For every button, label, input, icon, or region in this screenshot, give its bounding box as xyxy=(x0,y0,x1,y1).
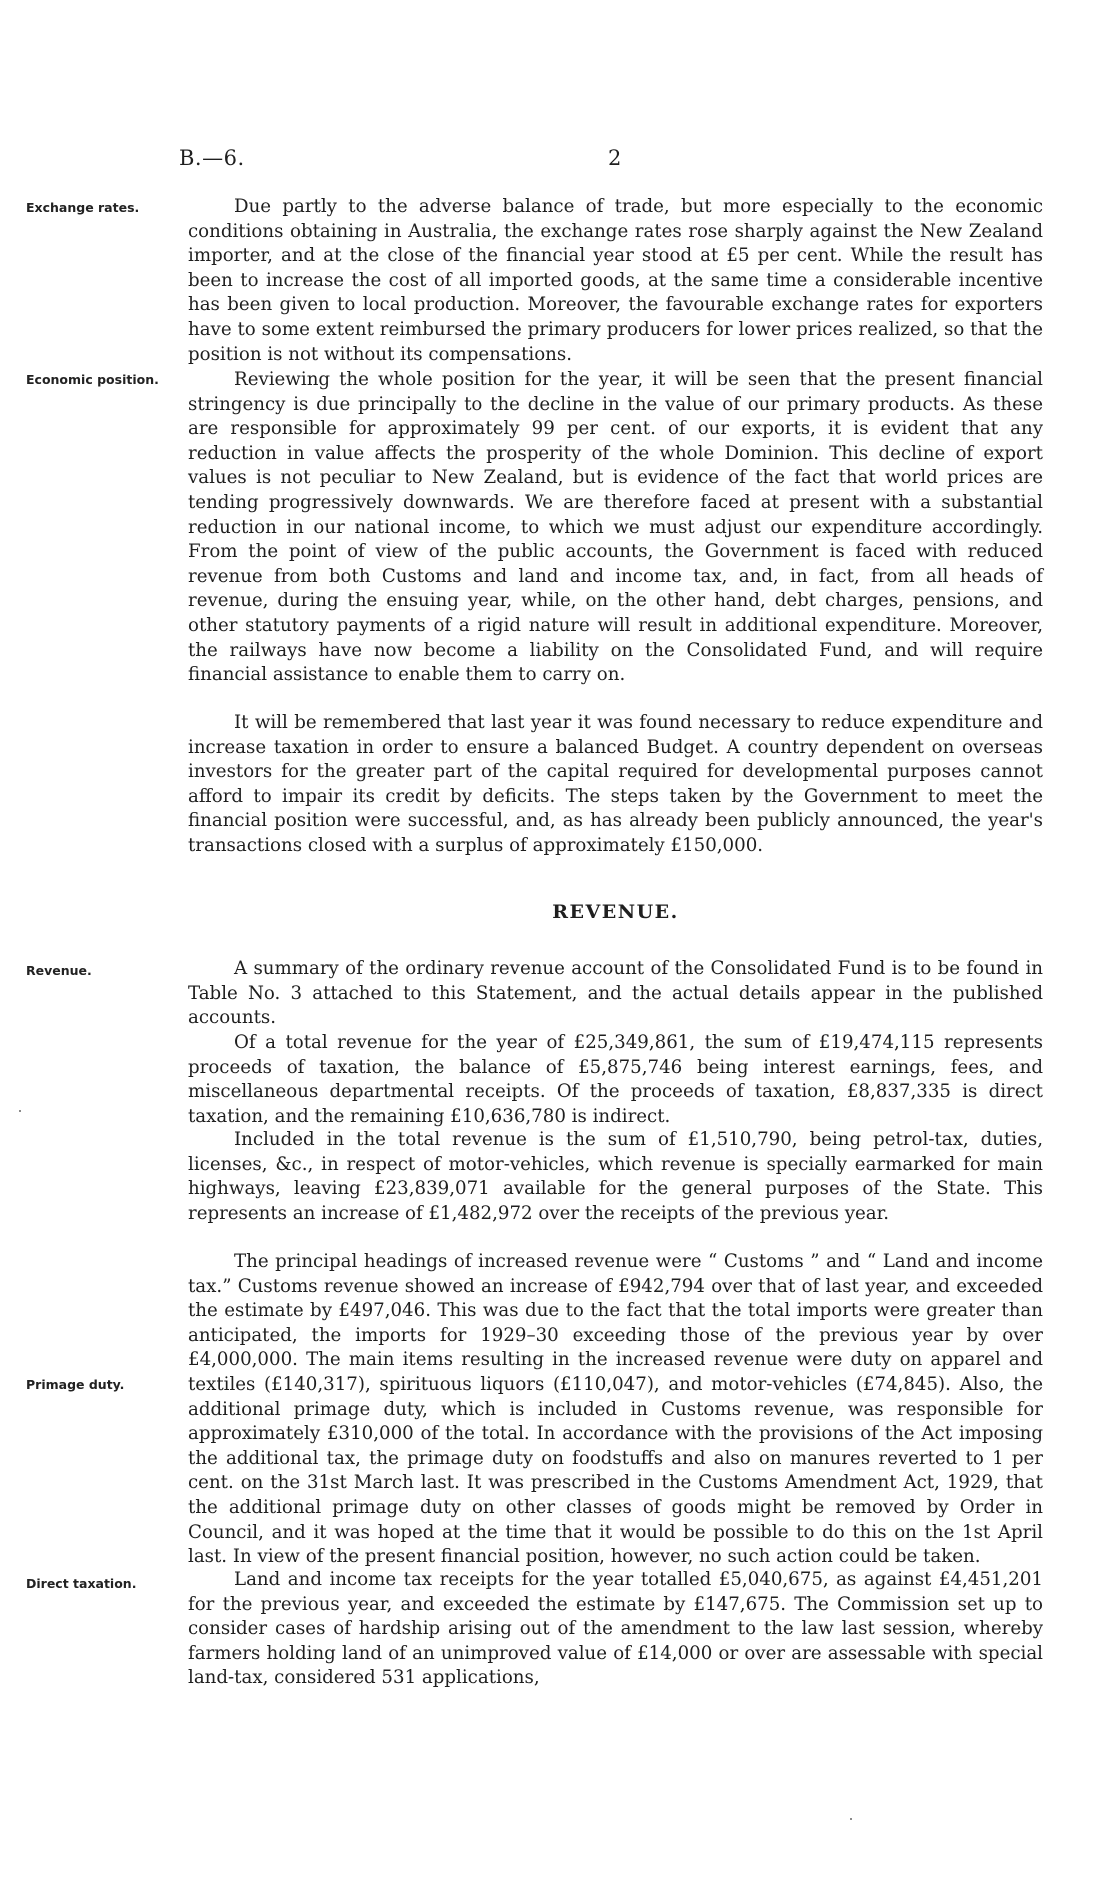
paragraph-exchange-rates: Due partly to the adverse balance of trade, but more especially to the economic conditions obtaining in Australia, the exchange rates rose sharply against the New Zealand importer, and at the close of the financial year stood at £5 per cent. While the result has been to increase the cost of all imported goods, at the same time a considerable incentive has been given to local production. Moreover, the favourable exchange rates for exporters have to some extent reimbursed the primary producers for lower prices realized, so that the position is not without its compensations. xyxy=(188,196,1043,365)
paragraph-customs-revenue: The principal headings of increased revenue were “ Customs ” and “ Land and income tax.” Customs revenue showed an increase of £942,794 over that of last year, and exceeded the estimate by £497,046. This was due to the fact that the total imports were greater than anticipated, the imports for 1929–30 exceeding those of the previous year by over £4,000,000. The main items resulting in the increased revenue were duty on apparel and textiles (£140,317), spirituous liquors (£110,047), and motor-vehicles (£74,845). Also, the additional primage duty, which is included in Customs revenue, was responsible for approximately £310,000 of the total. In accordance with the provisions of the Act imposing the additional tax, the primage duty on foodstuffs and also on manures reverted to 1 per cent. on the 31st March last. It was prescribed in the Customs Amendment Act, 1929, that the additional primage duty on other classes of goods might be removed by Order in Council, and it was hoped at the time that it would be possible to do this on the 1st April last. In view of the present financial position, however, no such action could be taken. xyxy=(188,1251,1043,1568)
paragraph-balanced-budget: It will be remembered that last year it was found necessary to reduce expenditure and increase taxation in order to ensure a balanced Budget. A country dependent on overseas investors for the greater part of the capital required for developmental purposes cannot afford to impair its credit by deficits. The steps taken by the Government to meet the financial position were successful, and, as has already been publicly announced, the year's transactions closed with a surplus of approximately £150,000. xyxy=(188,712,1043,856)
margin-note-exchange-rates: Exchange rates. xyxy=(26,200,140,215)
report-reference: B.—6. xyxy=(179,146,245,170)
paragraph-total-revenue: Of a total revenue for the year of £25,349,861, the sum of £19,474,115 represents proceeds of taxation, the balance of £5,875,746 being interest earnings, fees, and miscellaneous departmental receipts. Of the proceeds of taxation, £8,837,335 is direct taxation, and the remaining £10,636,780 is indirect. xyxy=(188,1032,1043,1127)
section-heading-revenue: REVENUE. xyxy=(552,901,679,923)
speck-mark xyxy=(850,1818,852,1820)
paragraph-motor-vehicles: Included in the total revenue is the sum of £1,510,790, being petrol-tax, duties, licenses, &c., in respect of motor-vehicles, which revenue is specially earmarked for main highways, leaving £23,839,071 available for the general purposes of the State. This represents an increase of £1,482,972 over the receipts of the previous year. xyxy=(188,1129,1043,1224)
paragraph-direct-taxation: Land and income tax receipts for the year totalled £5,040,675, as against £4,451,201 for the previous year, and exceeded the estimate by £147,675. The Commission set up to consider cases of hardship arising out of the amendment to the law last session, whereby farmers holding land of an unimproved value of £14,000 or over are assessable with special land-tax, considered 531 applications, xyxy=(188,1569,1043,1689)
margin-note-economic-position: Economic position. xyxy=(26,372,159,387)
margin-note-direct-taxation: Direct taxation. xyxy=(26,1576,137,1591)
paragraph-economic-position: Reviewing the whole position for the year, it will be seen that the present financial stringency is due principally to the decline in the value of our primary products. As these are responsible for approximately 99 per cent. of our exports, it is evident that any reduction in value affects the prosperity of the whole Dominion. This decline of export values is not peculiar to New Zealand, but is evidence of the fact that world prices are tending progressively downwards. We are therefore faced at present with a substantial reduction in our national income, to which we must adjust our expenditure accordingly. From the point of view of the public accounts, the Government is faced with reduced revenue from both Customs and land and income tax, and, in fact, from all heads of revenue, during the ensuing year, while, on the other hand, debt charges, pensions, and other statutory payments of a rigid nature will result in additional expenditure. Moreover, the railways have now become a liability on the Consolidated Fund, and will require financial assistance to enable them to carry on. xyxy=(188,369,1043,686)
page-number: 2 xyxy=(608,146,622,170)
margin-note-revenue: Revenue. xyxy=(26,963,92,978)
margin-note-primage-duty: Primage duty. xyxy=(26,1377,125,1392)
paragraph-revenue-summary: A summary of the ordinary revenue account of the Consolidated Fund is to be found in Table No. 3 attached to this Statement, and the actual details appear in the published accounts. xyxy=(188,958,1043,1029)
speck-mark xyxy=(19,1110,21,1112)
